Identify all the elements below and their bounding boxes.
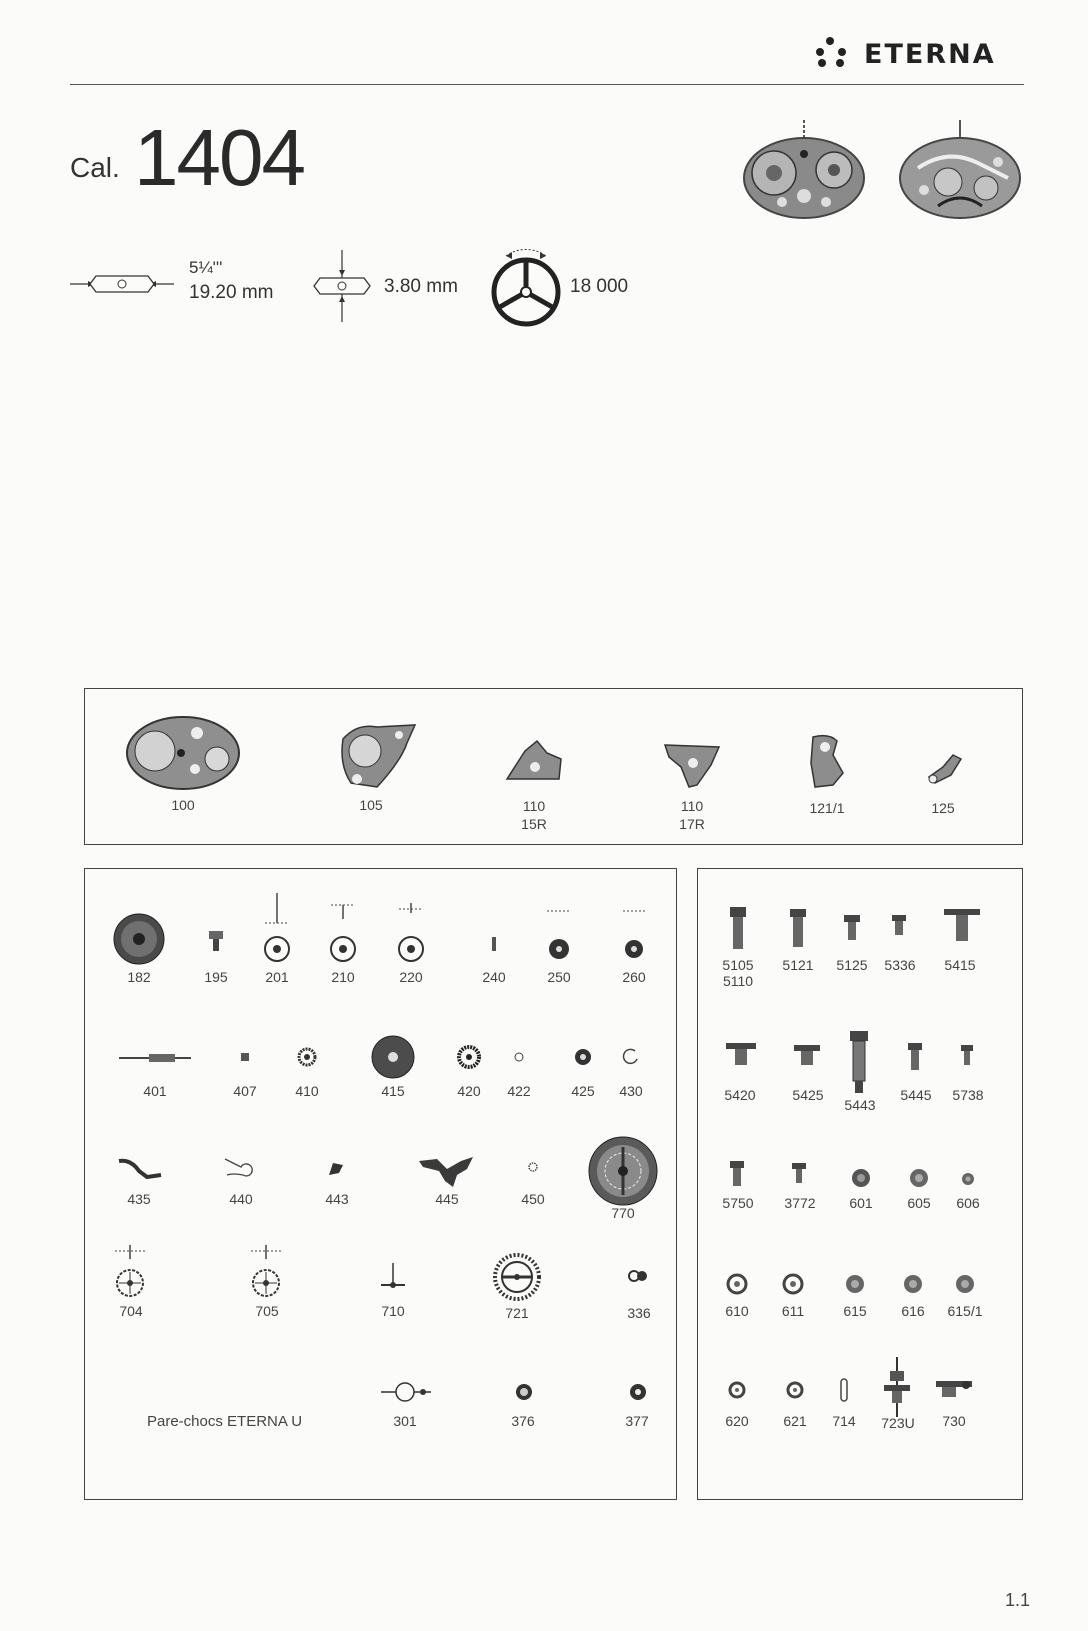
screw-5445-image [906,1041,924,1073]
screw-label: 5420 [724,1087,756,1103]
frame-part-label: 105 [359,797,383,813]
part-730-image [934,1377,974,1399]
wheel-410-image [297,1047,317,1067]
screw-label: 610 [725,1303,749,1319]
brand-logo [812,34,1024,74]
wheel-220-image [395,899,427,967]
part-label: 210 [331,969,355,985]
logo-dots-icon [812,37,852,71]
part-label: 376 [511,1413,535,1429]
part-195-image [207,927,225,953]
part-label: 260 [622,969,646,985]
screw-5420-image [724,1041,758,1067]
screw-label: 5336 [884,957,916,973]
screw-5425-image [792,1043,822,1069]
screw-label: 714 [832,1413,856,1429]
frame-part-label: 110 [522,798,546,814]
screw-label: 730 [942,1413,966,1429]
jewel-606-image [960,1171,976,1187]
wheel-420-image [457,1045,481,1069]
balance-770-image [587,1135,659,1207]
part-336-image [627,1269,649,1283]
pallet-fork-710-image [379,1261,407,1293]
screw-5738-image [960,1043,974,1069]
wheel-415-image [371,1035,415,1079]
jewel-601-image [850,1167,872,1189]
screw-label: 5415 [944,957,976,973]
screw-label: 5445 [900,1087,932,1103]
part-label: 407 [233,1083,257,1099]
jewel-615-image [844,1273,866,1295]
part-422-image [513,1051,525,1063]
movement-parts-box [84,868,677,1500]
bridge-125-image [925,749,965,785]
wheel-260-image [621,907,647,963]
balance-721-image [493,1253,541,1301]
screw-label: 620 [725,1413,749,1429]
height-value: 3.80 mm [384,276,458,297]
part-label: 705 [255,1303,279,1319]
part-label: 445 [435,1191,459,1207]
header-rule [70,84,1024,85]
screw-label: 5738 [952,1087,984,1103]
screw-label: 601 [849,1195,873,1211]
part-label: 301 [393,1413,417,1429]
shock-system-caption: Pare-chocs ETERNA U [147,1413,303,1430]
screw-label: 5443 [844,1097,876,1113]
part-376-image [515,1383,533,1401]
wheel-250-image [545,907,573,965]
part-label: 443 [325,1191,349,1207]
lever-435-image [117,1157,163,1181]
screw-label: 621 [783,1413,807,1429]
part-label: 422 [507,1083,531,1099]
screw-label: 5750 [722,1195,754,1211]
mainplate-image [125,713,241,793]
screw-3772-image [790,1161,808,1187]
frame-part-label: 121/1 [809,800,845,816]
screw-5336-image [890,913,908,939]
brand-name: ETERNA [864,38,996,70]
part-label: 710 [381,1303,405,1319]
frame-parts-box [84,688,1023,845]
balance-wheel-icon [488,246,564,326]
bridge-105-image [337,721,419,793]
screw-label: 605 [907,1195,931,1211]
frame-part-label: 17R [679,816,705,832]
height-icon [312,250,372,322]
part-label: 435 [127,1191,151,1207]
screw-label: 616 [901,1303,925,1319]
winding-stem-image [119,1053,191,1063]
screw-parts-box [697,868,1023,1500]
part-label: 377 [625,1413,649,1429]
screw-5125-image [842,913,862,943]
screw-5750-image [728,1159,746,1189]
barrel-wheel-image [113,913,165,965]
part-label: 220 [399,969,423,985]
screw-label: 723U [881,1415,915,1431]
vibrations-value: 18 000 [570,276,629,297]
screw-label: 5125 [836,957,868,973]
jewel-616-image [902,1273,924,1295]
jewel-610-image [726,1273,748,1295]
screw-label: 5425 [792,1087,824,1103]
screw-5415-image [942,907,982,943]
escape-wheel-704-image [113,1245,147,1299]
diameter-value: 19.20 mm [189,282,274,303]
part-label: 450 [521,1191,545,1207]
part-label: 770 [611,1205,635,1221]
bridge-110-17r-image [661,743,723,789]
part-label: 195 [204,969,228,985]
screw-label: 5105 [722,957,754,973]
part-label: 201 [265,969,289,985]
part-450-image [527,1161,539,1173]
size-lignes: 5¼''' [189,258,223,277]
part-label: 440 [229,1191,253,1207]
part-label: 401 [143,1083,167,1099]
part-443-image [325,1159,347,1179]
wheel-201-image [261,893,293,967]
lever-445-image [417,1151,477,1189]
caliber-number: 1404 [134,113,304,202]
part-label: 430 [619,1083,643,1099]
screw-label: 615/1 [947,1303,983,1319]
screw-5121-image [788,907,808,949]
jewel-605-image [908,1167,930,1189]
screw-5105-image [728,905,748,951]
frame-part-label: 110 [680,798,704,814]
part-425-image [573,1047,593,1067]
spring-440-image [223,1155,255,1181]
bridge-110-15r-image [503,739,565,785]
part-label: 182 [127,969,151,985]
frame-part-label: 15R [521,816,547,832]
part-714-image [838,1377,850,1403]
part-label: 704 [119,1303,143,1319]
screw-label: 611 [781,1303,805,1319]
part-301-image [381,1381,431,1403]
movement-back-side-image [898,118,1022,220]
part-label: 410 [295,1083,319,1099]
screw-5443-image [846,1029,872,1095]
screw-label: 5110 [722,973,754,989]
jewel-620-image [728,1381,746,1399]
part-label: 721 [505,1305,529,1321]
part-label: 250 [547,969,571,985]
part-240-image [489,935,499,953]
screw-label: 615 [843,1303,867,1319]
screw-label: 3772 [784,1195,816,1211]
part-430-image [621,1047,641,1067]
bridge-121-1-image [807,733,847,789]
frame-part-label: 100 [171,797,195,813]
caliber-prefix: Cal. [70,152,120,183]
frame-part-label: 125 [931,800,955,816]
part-label: 420 [457,1083,481,1099]
jewel-611-image [782,1273,804,1295]
part-label: 425 [571,1083,595,1099]
part-label: 240 [482,969,506,985]
part-407-image [239,1051,251,1063]
part-label: 336 [627,1305,651,1321]
wheel-210-image [327,899,359,967]
screw-label: 606 [956,1195,980,1211]
page-number: 1.1 [1004,1590,1030,1610]
screw-label: 5121 [782,957,814,973]
escape-wheel-705-image [249,1245,283,1299]
balance-staff-723u-image [882,1357,912,1417]
part-377-image [629,1383,647,1401]
diameter-icon [70,268,174,300]
jewel-621-image [786,1381,804,1399]
part-label: 415 [381,1083,405,1099]
movement-dial-side-image [742,118,866,220]
jewel-615-1-image [954,1273,976,1295]
